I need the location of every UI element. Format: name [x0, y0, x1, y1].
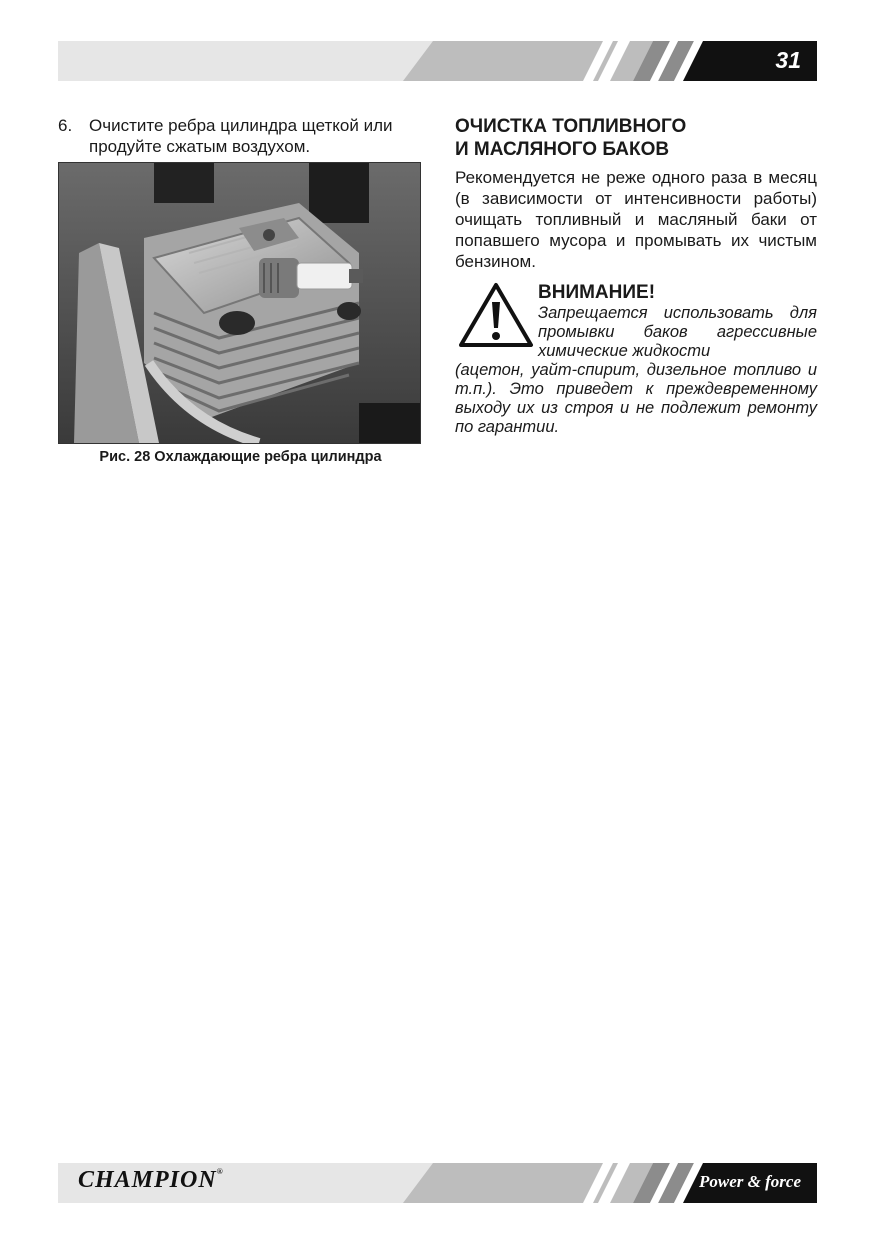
warning-block [455, 282, 817, 437]
warning-title: ВНИМАНИЕ! [538, 282, 656, 303]
warning-text-part-a: Запрещается использовать для промывки баков агрессивные химические жидкости [538, 304, 817, 360]
section-body: Рекомендуется не реже одного раза в месяц (в зависимости от интенсивности работы) очищать топливный и масляный баки от попавшего мусора и промывать их чистым бензином. [455, 168, 817, 271]
brand-logo [78, 1167, 224, 1194]
heading-line-1: ОЧИСТКА ТОПЛИВНОГО [455, 116, 687, 137]
section-heading [455, 115, 817, 161]
left-column [58, 115, 423, 157]
cylinder-fins-photo [58, 162, 421, 444]
warning-triangle-icon [458, 282, 534, 348]
figure-caption: Рис. 28 Охлаждающие ребра цилиндра [99, 449, 382, 465]
slogan: Power & force [699, 1172, 801, 1191]
right-column [455, 115, 817, 437]
page-number: 31 [775, 47, 801, 73]
header-band [58, 41, 817, 81]
registered-mark: ® [216, 1167, 224, 1176]
step-item [58, 115, 423, 157]
header-stripes [58, 41, 817, 81]
footer-band [58, 1163, 817, 1203]
step-number: 6. [58, 116, 73, 135]
step-text: Очистите ребра цилиндра щеткой или продуйте сжатым воздухом. [89, 116, 393, 156]
heading-line-2: И МАСЛЯНОГО БАКОВ [455, 139, 670, 160]
brand-name: CHAMPION [78, 1167, 217, 1193]
warning-text-part-b: (ацетон, уайт-спирит, дизельное топливо и т.п.). Это приведет к преждевременному выходу их из строя и не подлежит ремонту по гарантии. [455, 361, 817, 436]
